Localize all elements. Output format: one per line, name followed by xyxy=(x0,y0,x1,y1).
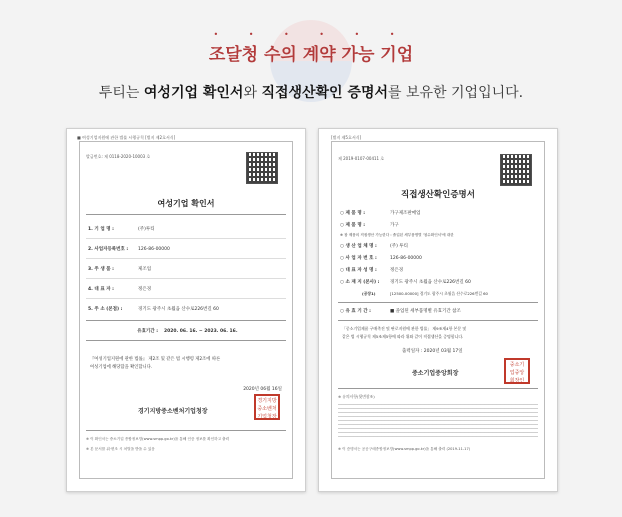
doc1-number: 발급번호: 제 0118-2020-10003 호 xyxy=(86,154,151,159)
doc1-qr-code-icon xyxy=(246,152,278,184)
doc1-row: 2. 사업자등록번호 : 126-86-00000 xyxy=(88,247,170,252)
doc1-title: 여성기업 확인서 xyxy=(157,199,215,208)
doc2-row: ○ 제 품 명 : 가구 xyxy=(340,223,399,228)
page-headline: 조달청 수의 계약 가능 기업 xyxy=(208,45,414,65)
page-subline: 투티는 여성기업 확인서와 직접생산확인 증명서를 보유한 기업입니다. xyxy=(98,85,524,101)
doc2-qr-code-icon xyxy=(500,154,532,186)
doc2-issuer: 중소기업중앙회장 xyxy=(412,370,459,377)
womens-business-certificate xyxy=(66,128,306,492)
doc2-foot-2: ※ 이 증명서는 공공구매종합정보망(www.smpp.go.kr)을 통해 출력 (2019-11-17) xyxy=(338,447,471,451)
doc1-border xyxy=(79,141,293,479)
direct-production-certificate xyxy=(318,128,558,492)
doc1-statement-1: 『여성기업지원에 관한 법률』 제2조 및 같은 법 시행령 제2조에 따른 xyxy=(90,357,221,362)
doc2-row: ○ 대 표 자 성 명 : 정은경 xyxy=(340,268,404,273)
doc1-row: 3. 주 생 품 : 제조업 xyxy=(88,267,152,272)
doc2-note: ※ 참 제품의 직접생산 가능한다 : 졸업된 세부품명별 '첨수확인서'에 대한 xyxy=(340,233,454,237)
doc1-row: 4. 대 표 자 : 정은경 xyxy=(88,287,152,292)
doc2-row: ○ 생 산 업 체 명 : (주) 투티 xyxy=(340,244,408,249)
doc1-foot-1: ※ 이 확인서는 중소기업 종합정보망(www.smpp.go.kr)을 통해 인증 정보를 확인하고 출력 xyxy=(86,437,230,441)
doc2-row: ○ 유 효 기 간 : ■ 졸업된 세부품명별 유효기간 참조 xyxy=(340,309,461,314)
doc2-number: 제 2019-0107-00411 호 xyxy=(338,156,385,161)
doc2-statement-2: 같은 법 시행규칙 제5조제5항에 따라 위와 같이 직접생산을 증명합니다. xyxy=(342,334,464,339)
doc2-row: (공장1) [12500-00000] 경기도 광주시 초월읍 산수로226번길 60 xyxy=(362,291,488,296)
doc1-rule xyxy=(86,214,286,215)
doc2-top-note: [별지 제5호서식] xyxy=(331,135,362,140)
doc1-row: 5. 주 소 (본점) : 경기도 광주시 초월읍 산수로226번길 60 xyxy=(88,307,219,312)
doc2-date: 출력일자 : 2020년 03월 17일 xyxy=(402,349,463,354)
doc2-foot-1: ※ 유의사항(뒷면참조) xyxy=(338,394,375,399)
doc2-fine-print xyxy=(338,404,538,440)
doc2-row: ○ 제 품 명 : 가구제조판매업 xyxy=(340,211,421,216)
doc1-statement-2: 여성기업에 해당함을 확인합니다. xyxy=(90,365,153,370)
doc2-statement-1: 「중소기업제품 구매촉진 및 판로지원에 관한 법률」 제9조제4항 본문 및 xyxy=(342,326,467,331)
doc2-row: ○ 소 재 지 (본사) : 경기도 광주시 초월읍 산수로226번길 60 xyxy=(340,280,471,285)
headline-dots: • • • • • • xyxy=(213,30,409,39)
doc2-official-seal-icon: 중소기 업중앙 회장인 xyxy=(504,358,530,384)
doc1-top-note: ■ 여성기업지원에 관한 법률 시행규칙 [별지 제2호서식] xyxy=(77,135,176,140)
doc1-validity: 유효기간 : 2020. 06. 16. ~ 2023. 06. 16. xyxy=(137,329,238,334)
doc2-border xyxy=(331,141,545,479)
doc1-foot-2: ※ 본 문서를 위·변조 시 처벌을 받을 수 있음 xyxy=(86,447,155,451)
doc1-issuer: 경기지방중소벤처기업청장 xyxy=(138,408,208,415)
doc2-title: 직접생산확인증명서 xyxy=(401,190,475,200)
doc2-row: ○ 사 업 자 번 호 : 126-86-00000 xyxy=(340,256,422,261)
doc1-official-seal-icon: 경기지방 중소벤처 기업청장 xyxy=(254,394,280,420)
doc1-row: 1. 기 업 명 : (주)투티 xyxy=(88,227,155,232)
doc1-date: 2020년 06월 16일 xyxy=(243,387,282,392)
